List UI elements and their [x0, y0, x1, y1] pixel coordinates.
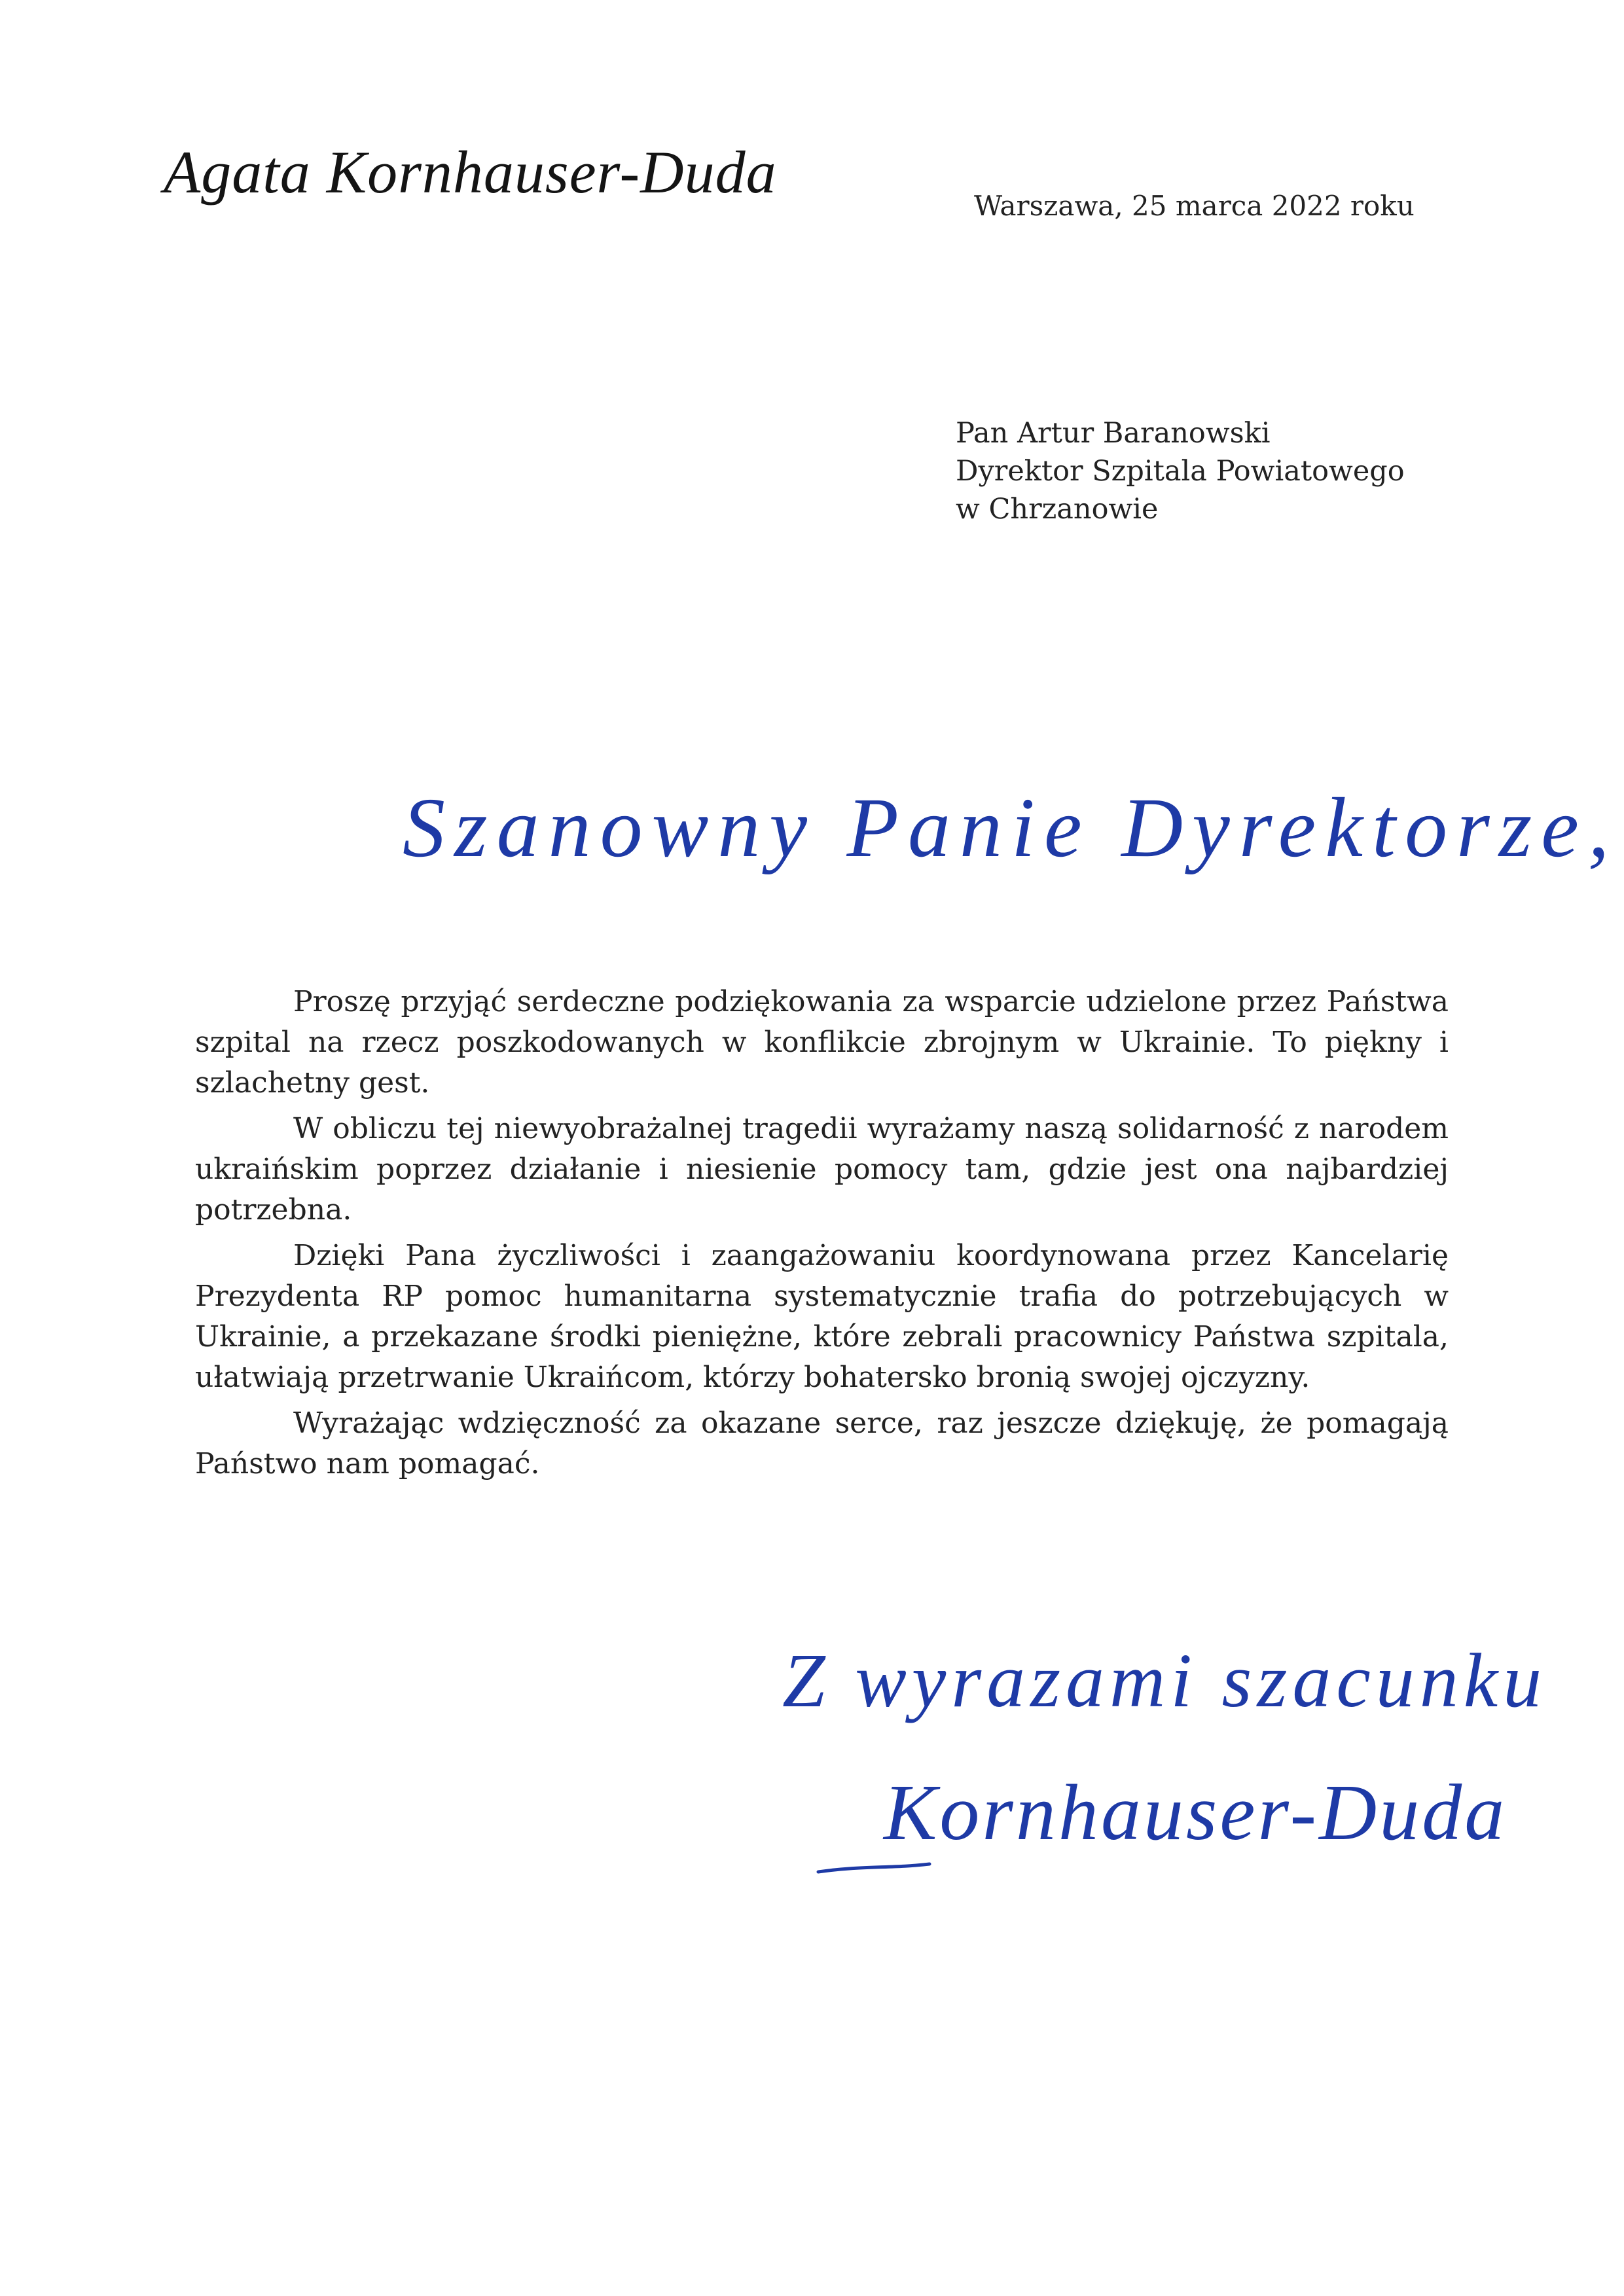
place-and-date: Warszawa, 25 marca 2022 roku: [974, 190, 1415, 222]
body-paragraph-4: Wyrażając wdzięczność za okazane serce, raz jeszcze dziękuję, że pomagają Państwo nam pomagać.: [195, 1407, 1449, 1480]
body-paragraph-1: Proszę przyjąć serdeczne podziękowania za wsparcie udzielone przez Państwa szpital na rzecz poszkodowanych w konflikcie zbrojnym w Ukrainie. To piękny i szlachetny gest.: [195, 985, 1449, 1100]
body-paragraph-3: Dzięki Pana życzliwości i zaangażowaniu koordynowana przez Kancelarię Prezydenta RP pomoc humanitarna systematycznie trafia do potrzebujących w Ukrainie, a przekazane środki pieniężne, które zebrali pracownicy Państwa szpitala, ułatwiają przetrwanie Ukraińcom, którzy bohatersko bronią swojej ojczyzny.: [195, 1239, 1449, 1394]
letterhead-sender-name: Agata Kornhauser-Duda: [164, 139, 777, 206]
handwritten-signature: [805, 1754, 1507, 1898]
recipient-position: Dyrektor Szpitala Powiatowego: [956, 455, 1405, 488]
body-paragraph-2: W obliczu tej niewyobrażalnej tragedii wyrażamy naszą solidarność z narodem ukraińskim poprzez działanie i niesienie pomocy tam, gdzie jest ona najbardziej potrzebna.: [195, 1112, 1449, 1227]
recipient-name: Pan Artur Baranowski: [956, 417, 1271, 450]
handwritten-salutation: Szanowny Panie Dyrektorze,: [403, 781, 1619, 875]
letter-body: [195, 982, 1449, 1490]
handwritten-closing: Z wyrazami szacunku: [782, 1638, 1547, 1723]
recipient-location: w Chrzanowie: [956, 493, 1159, 526]
signature-text: Kornhauser-Duda: [884, 1768, 1507, 1857]
recipient-address-block: [956, 414, 1405, 528]
